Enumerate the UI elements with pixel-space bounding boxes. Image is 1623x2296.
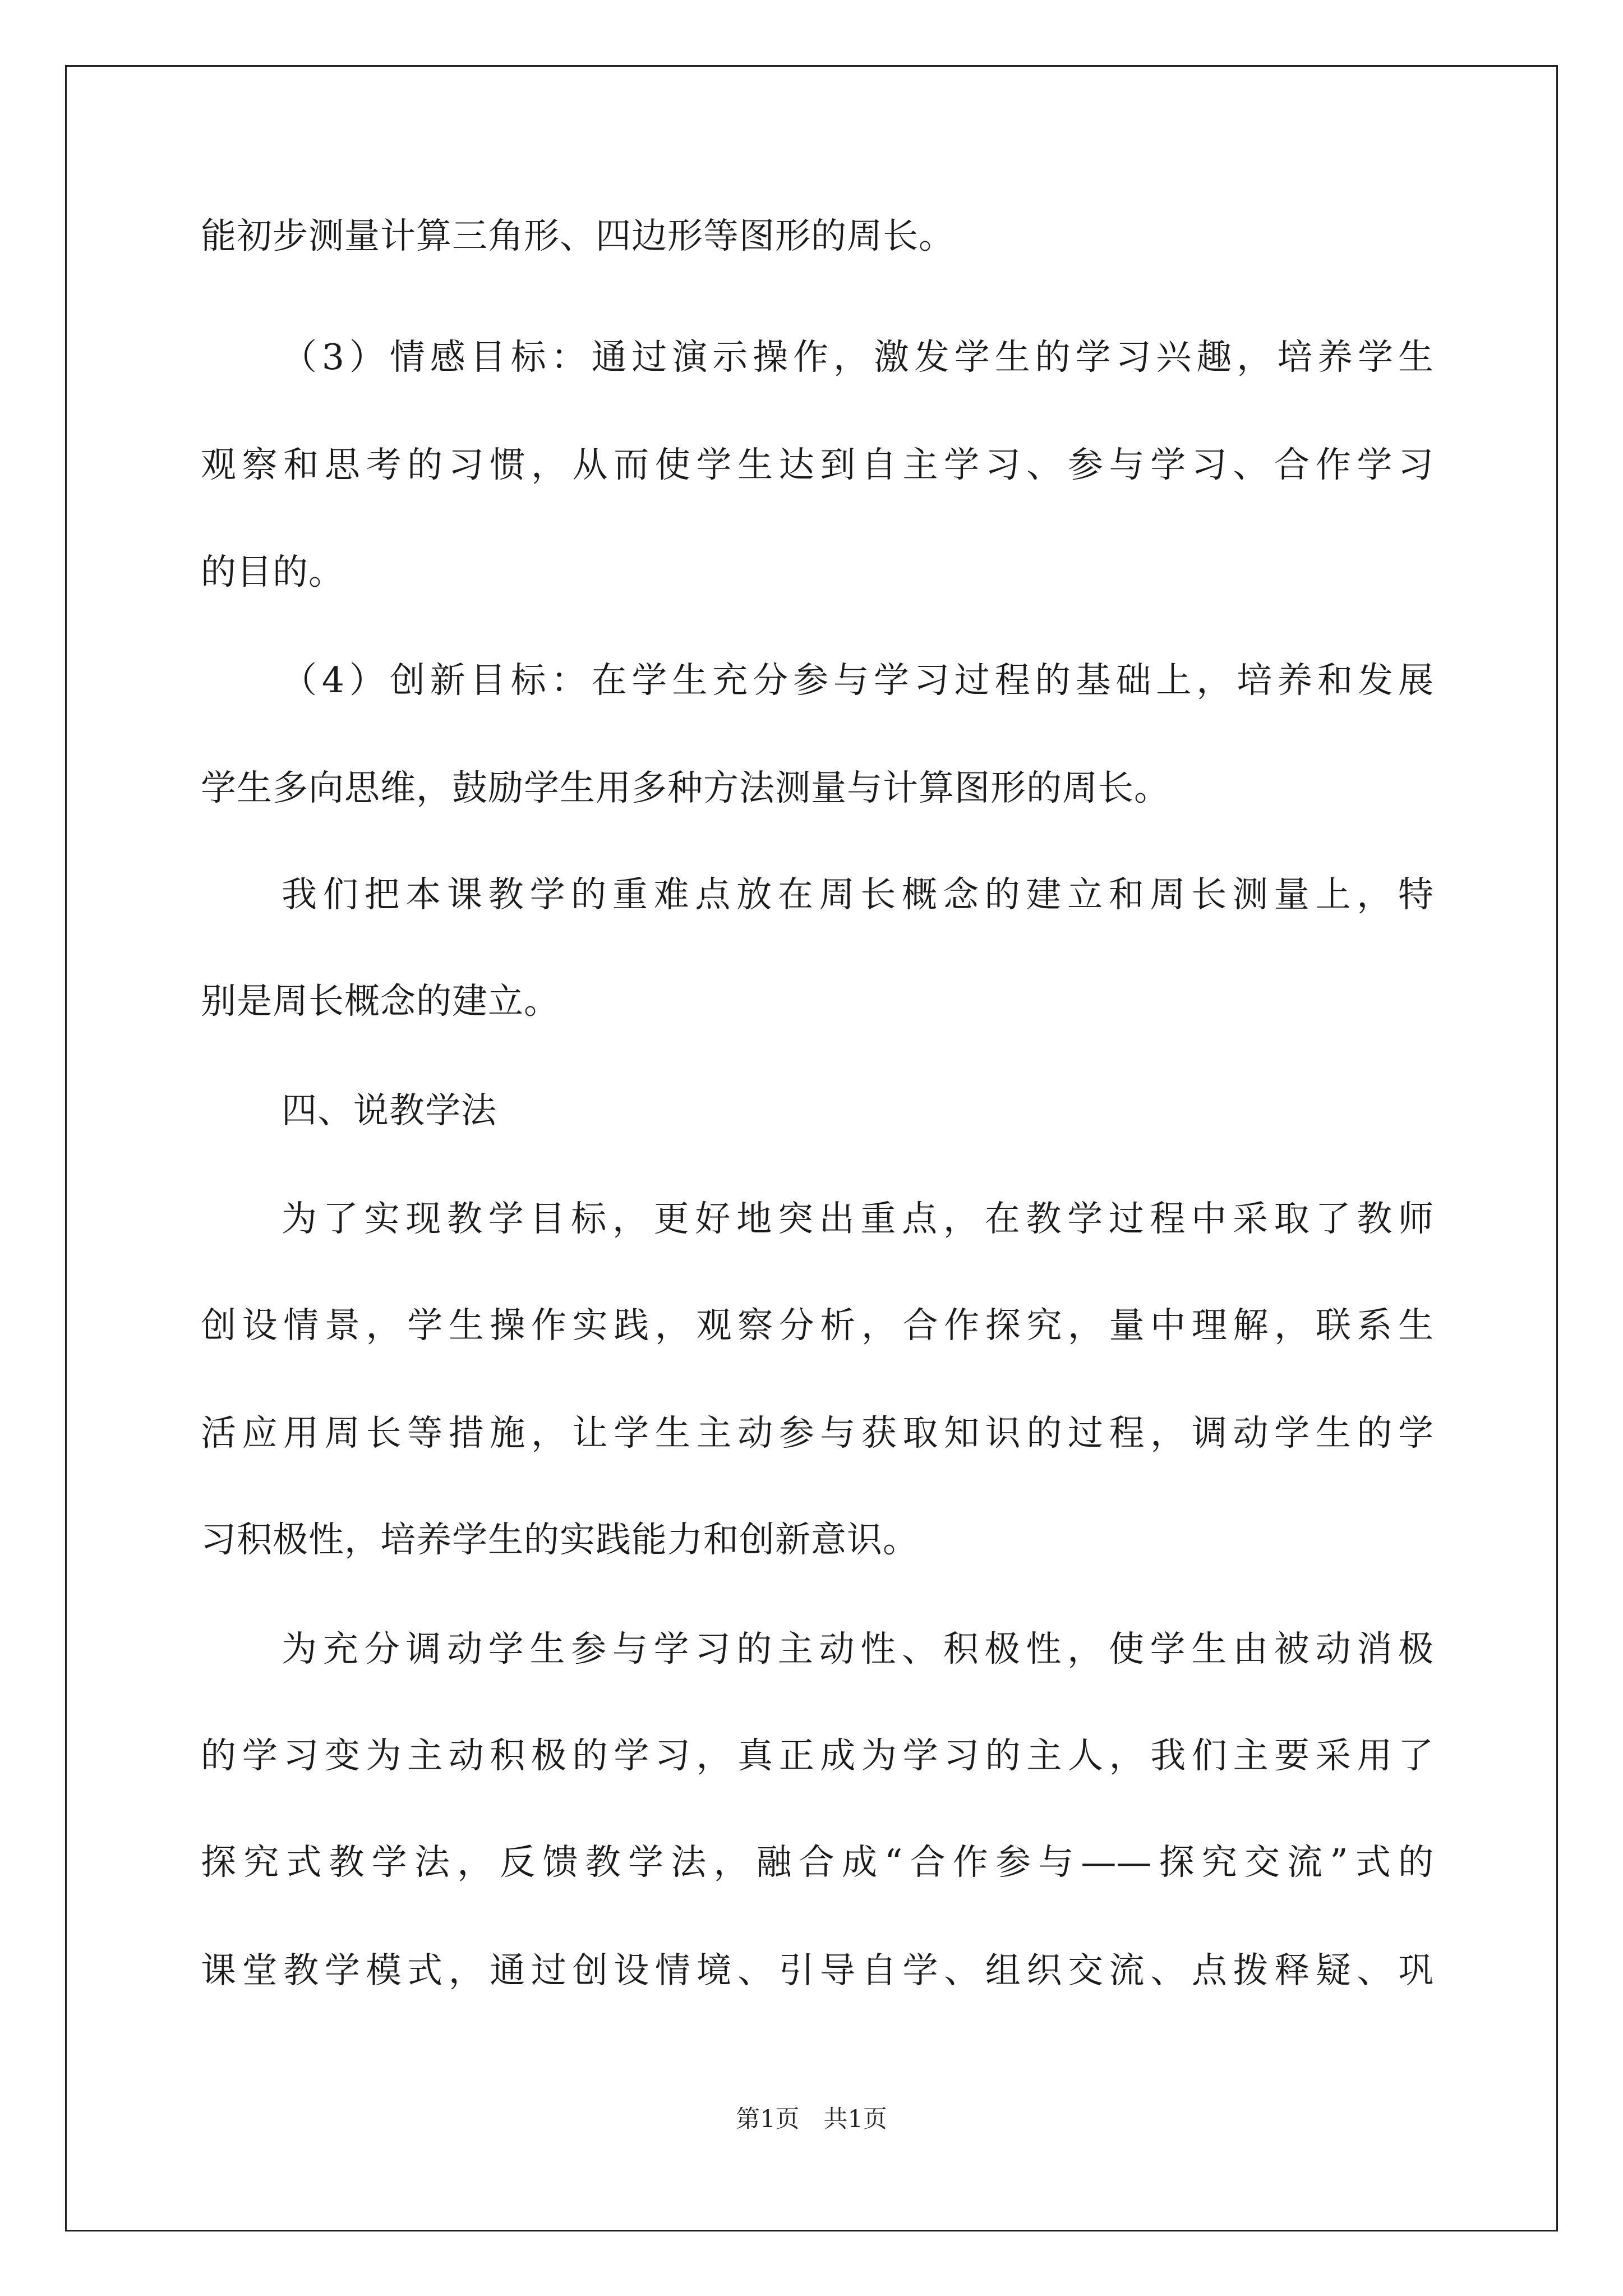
text-line: 我们把本课教学的重难点放在周长概念的建立和周长测量上，特 [282,874,1433,915]
text-line: （3）情感目标：通过演示操作，激发学生的学习兴趣，培养学生 [282,337,1433,378]
text-line: 活应用周长等措施，让学生主动参与获取知识的过程，调动学生的学 [201,1412,1433,1453]
text-line: 的学习变为主动积极的学习，真正成为学习的主人，我们主要采用了 [201,1735,1433,1776]
text-line: 能初步测量计算三角形、四边形等图形的周长。 [201,215,955,256]
text-line: 习积极性，培养学生的实践能力和创新意识。 [201,1519,919,1560]
text-line: 的目的。 [201,551,344,592]
text-line: （4）创新目标：在学生充分参与学习过程的基础上，培养和发展 [282,660,1433,701]
text-line: 学生多向思维，鼓励学生用多种方法测量与计算图形的周长。 [201,767,1170,808]
text-line: 探究式教学法，反馈教学法，融合成“合作参与——探究交流”式的 [201,1842,1433,1883]
page-number: 第1页 共1页 [736,2105,887,2133]
text-line: 创设情景，学生操作实践，观察分析，合作探究，量中理解，联系生 [201,1305,1433,1346]
text-line: 课堂教学模式，通过创设情境、引导自学、组织交流、点拨释疑、巩 [201,1950,1433,1991]
text-line: 为了实现教学目标，更好地突出重点，在教学过程中采取了教师 [282,1198,1433,1239]
section-heading: 四、说教学法 [282,1090,497,1131]
text-line: 为充分调动学生参与学习的主动性、积极性，使学生由被动消极 [282,1628,1433,1669]
text-line: 观察和思考的习惯，从而使学生达到自主学习、参与学习、合作学习 [201,444,1433,485]
page-border [65,65,1558,2231]
text-line: 别是周长概念的建立。 [201,981,560,1022]
